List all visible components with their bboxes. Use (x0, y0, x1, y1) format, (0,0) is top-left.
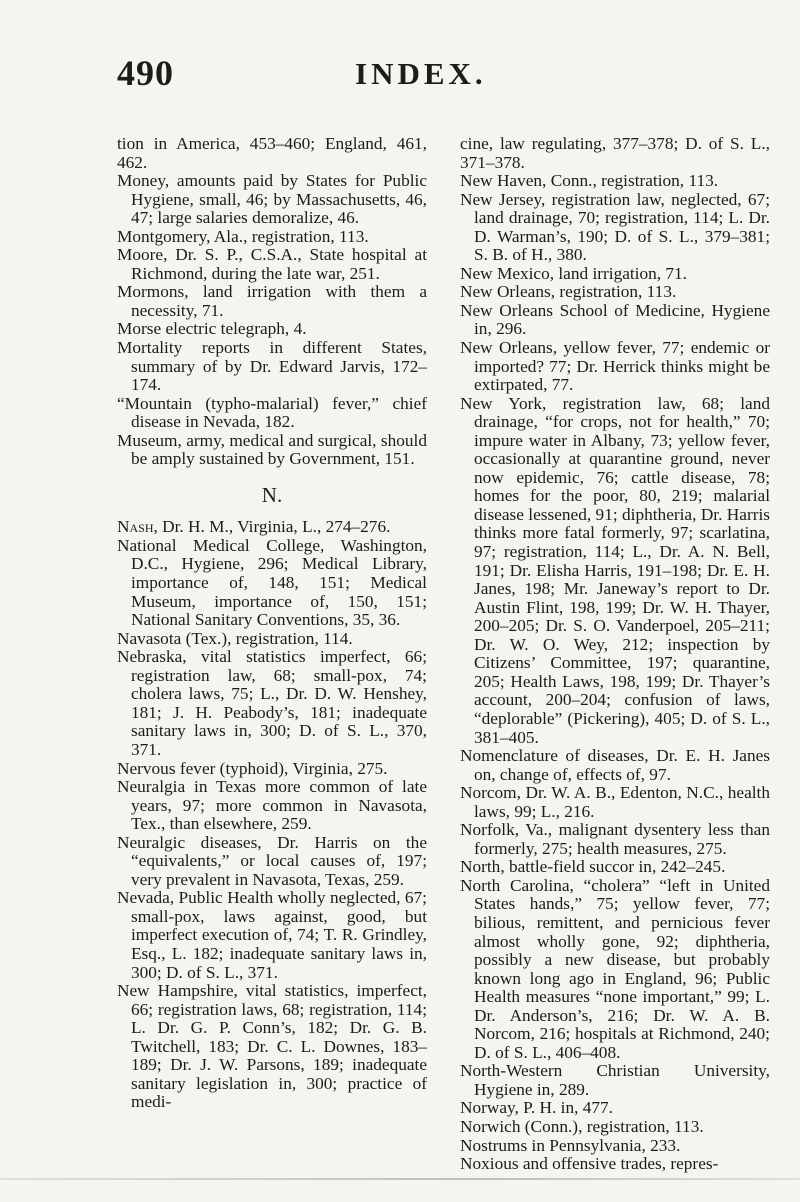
index-entry: New York, registration law, 68; land drainage, “for crops, not for health,” 70; impure water in Albany, 73; yellow fever, occasionally at quarantine ground, never now epidemic, 76; cattle disease, 78; homes for the poor, 80, 219; malarial disease lessened, 91; diphtheria, Dr. Harris thinks more fatal formerly, 97; scarlatina, 97; registration, 114; L., Dr. A. N. Bell, 191; Dr. Elisha Harris, 191–198; Dr. E. H. Janes, 198; Mr. Janeway’s report to Dr. Austin Flint, 198, 199; Dr. W. H. Thayer, 200–205; Dr. S. O. Vanderpoel, 205–211; Dr. W. O. Wey, 212; inspection by Citizens’ Committee, 197; quarantine, 205; Health Laws, 198, 199; Dr. Thayer’s account, 200–204; confusion of laws, “deplorable” (Pickering), 405; D. of S. L., 381–405. (460, 393, 770, 747)
index-entry: Navasota (Tex.), registration, 114. (117, 628, 353, 648)
index-entry: cine, law regulating, 377–378; D. of S. L., 371–378. (460, 134, 770, 172)
page-bottom-edge (0, 1178, 800, 1180)
index-entry: New Orleans, yellow fever, 77; endemic or imported? 77; Dr. Herrick thinks might be extirpated, 77. (460, 338, 770, 395)
right-column (460, 135, 770, 1174)
index-entry: tion in America, 453–460; England, 461, 462. (117, 134, 427, 172)
index-entry: Nervous fever (typhoid), Virginia, 275. (117, 758, 388, 778)
index-entry: Norcom, Dr. W. A. B., Edenton, N.C., health laws, 99; L., 216. (460, 783, 770, 821)
index-entry: Noxious and offensive trades, repres- (460, 1154, 719, 1174)
index-entry: North Carolina, “cholera” “left in United States hands,” 75; yellow fever, 77; bilious, remittent, and pernicious fever almost wholly gone, 92; diphtheria, possibly a new disease, but probably known long ago in England, 96; Public Health measures “none important,” 99; L. Dr. Anderson’s, 216; Dr. W. A. B. Norcom, 216; hospitals at Richmond, 240; D. of S. L., 406–408. (460, 875, 770, 1062)
index-entry: North, battle-field succor in, 242–245. (460, 857, 726, 877)
index-entry: Nostrums in Pennsylvania, 233. (460, 1135, 681, 1155)
index-entry: “Mountain (typho-malarial) fever,” chief disease in Nevada, 182. (117, 393, 427, 432)
left-column (117, 135, 427, 1112)
entry-lead-name: Nash (117, 517, 154, 537)
index-entry: Morse electric telegraph, 4. (117, 319, 307, 339)
index-entry: Norway, P. H. in, 477. (460, 1098, 613, 1118)
index-entry: Moore, Dr. S. P., C.S.A., State hospital at Richmond, during the late war, 251. (117, 245, 427, 283)
index-entry (117, 518, 427, 537)
page-number: 490 (117, 53, 174, 93)
index-entry: Mormons, land irrigation with them a necessity, 71. (117, 282, 427, 320)
index-entry: Mortality reports in different States, summary of by Dr. Edward Jarvis, 172–174. (117, 338, 427, 395)
index-entry: Nomenclature of diseases, Dr. E. H. Janes on, change of, effects of, 97. (460, 746, 770, 784)
index-entry: Nebraska, vital statistics imperfect, 66; registration law, 68; small-pox, 74; cholera laws, 75; L., Dr. D. W. Henshey, 181; J. H. Peabody’s, 181; inadequate sanitary laws in, 300; D. of S. L., 370, 371. (117, 647, 427, 759)
index-entry: Neuralgia in Texas more common of late years, 97; more common in Navasota, Tex., than elsewhere, 259. (117, 777, 427, 834)
page-title: INDEX. (355, 56, 487, 91)
index-entry: Norwich (Conn.), registration, 113. (460, 1116, 704, 1136)
entry-text: , Dr. H. M., Virginia, L., 274–276. (153, 517, 391, 537)
index-entry: Neuralgic diseases, Dr. Harris on the “equivalents,” or local causes of, 197; very prevalent in Navasota, Texas, 259. (117, 832, 427, 889)
index-entry: New Haven, Conn., registration, 113. (460, 171, 719, 191)
index-entry: North-Western Christian University, Hygiene in, 289. (460, 1061, 770, 1099)
index-entry: New Orleans School of Medicine, Hygiene in, 296. (460, 300, 770, 339)
index-entry: New Hampshire, vital statistics, imperfect, 66; registration laws, 68; registration, 114; L. Dr. G. P. Conn’s, 182; Dr. G. B. Twitchell, 183; Dr. C. L. Downes, 183–189; Dr. J. W. Parsons, 189; inadequate sanitary legislation in, 300; practice of medi- (117, 981, 427, 1112)
index-entry: New Jersey, registration law, neglected, 67; land drainage, 70; registration, 114; L. Dr. D. Warman’s, 190; D. of S. L., 379–381; S. B. of H., 380. (460, 189, 770, 265)
section-letter: N. (261, 482, 283, 507)
index-entry: National Medical College, Washington, D.C., Hygiene, 296; Medical Library, importance of, 148, 151; Medical Museum, importance of, 150, 151; National Sanitary Conventions, 35, 36. (117, 535, 427, 630)
index-entry: Nevada, Public Health wholly neglected, 67; small-pox, laws against, good, but imperfect execution of, 74; T. R. Grindley, Esq., L. 182; inadequate sanitary laws in, 300; D. of S. L., 371. (117, 888, 427, 982)
index-entry: Museum, army, medical and surgical, should be amply sustained by Government, 151. (117, 430, 427, 469)
index-entry: New Mexico, land irrigation, 71. (460, 263, 688, 283)
index-entry: Montgomery, Ala., registration, 113. (117, 226, 369, 246)
index-entry: New Orleans, registration, 113. (460, 282, 677, 302)
index-entry: Money, amounts paid by States for Public Hygiene, small, 46; by Massachusetts, 46, 47; large salaries demoralize, 46. (117, 171, 427, 228)
index-entry: Norfolk, Va., malignant dysentery less than formerly, 275; health measures, 275. (460, 820, 770, 858)
